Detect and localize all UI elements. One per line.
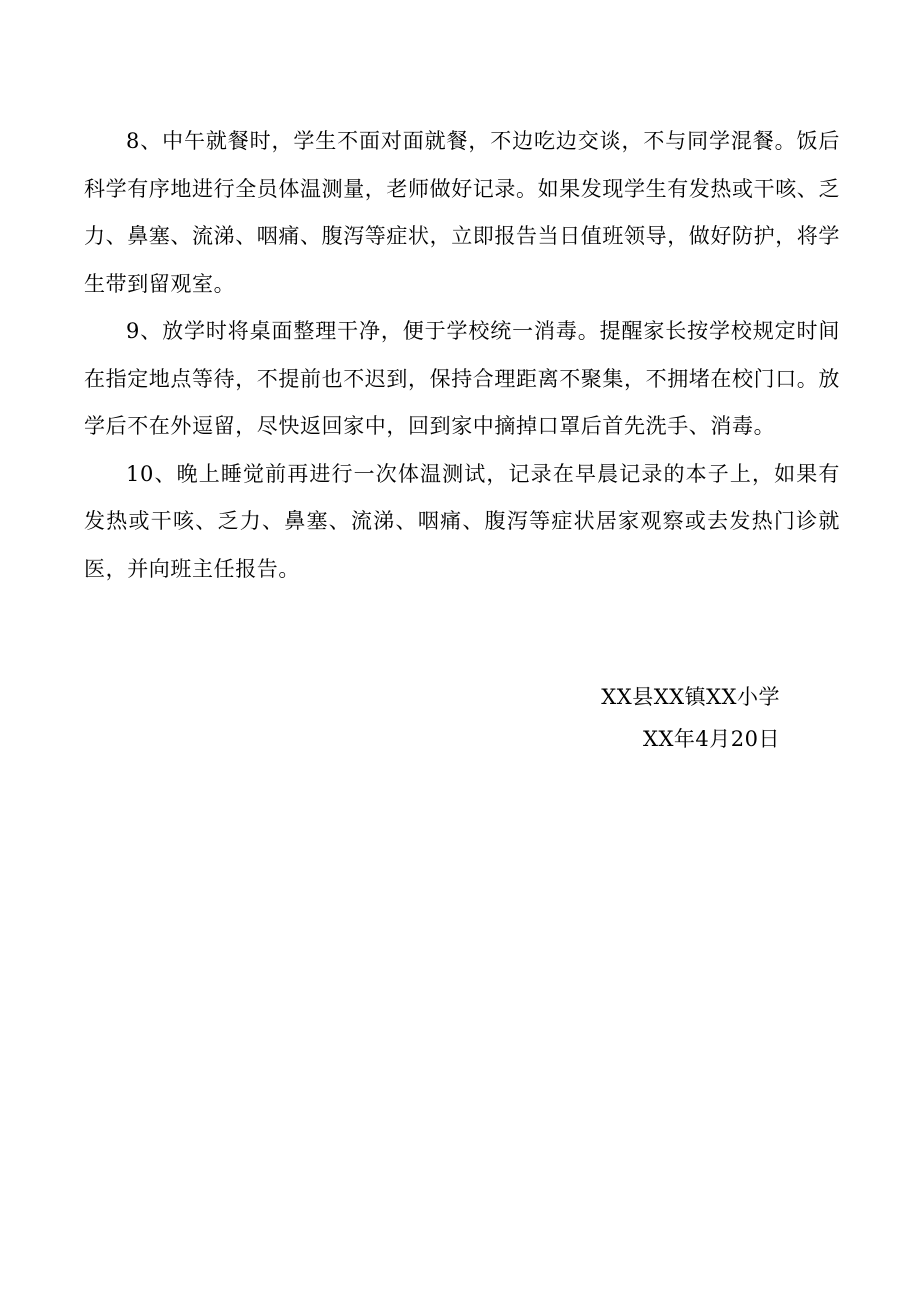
paragraph-item-9: 9、放学时将桌面整理干净，便于学校统一消毒。提醒家长按学校规定时间在指定地点等待，不提前也不迟到，保持合理距离不聚集，不拥堵在校门口。放学后不在外逗留，尽快返回家中，回到家中摘掉口罩后首先洗手、消毒。 — [84, 319, 840, 438]
signature-date: XX年4月20日 — [643, 727, 780, 751]
paragraph-item-10: 10、晚上睡觉前再进行一次体温测试，记录在早晨记录的本子上，如果有发热或干咳、乏力、鼻塞、流涕、咽痛、腹泻等症状居家观察或去发热门诊就医，并向班主任报告。 — [84, 461, 840, 581]
document-body — [84, 118, 840, 593]
paragraph-item-8: 8、中午就餐时，学生不面对面就餐，不边吃边交谈，不与同学混餐。饭后科学有序地进行全员体温测量，老师做好记录。如果发现学生有发热或干咳、乏力、鼻塞、流涕、咽痛、腹泻等症状，立即报告当日值班领导，做好防护，将学生带到留观室。 — [84, 129, 840, 296]
signature-organization: XX县XX镇XX小学 — [601, 685, 780, 709]
